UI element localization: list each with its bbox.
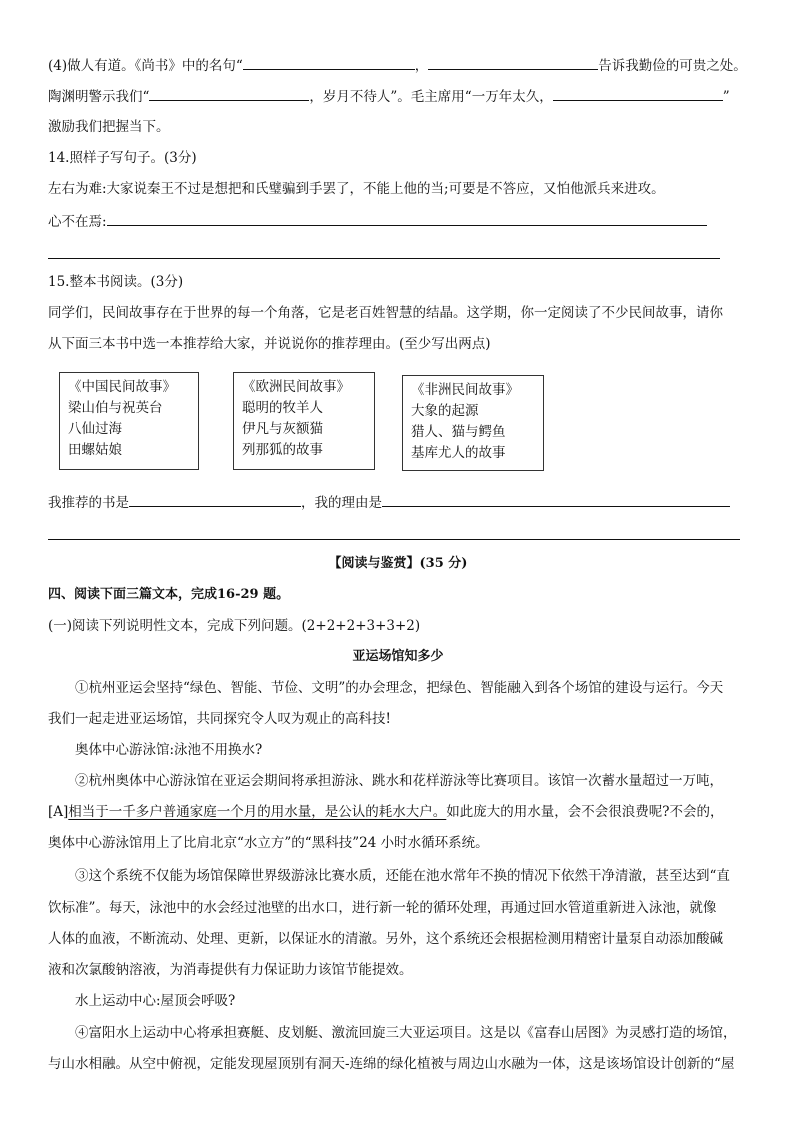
answer-blank[interactable] [243, 55, 415, 70]
story-item: 梁山伯与祝英台 [68, 400, 163, 416]
answer-blank[interactable] [129, 492, 301, 507]
underlined-sentence-a: 相当于一千多户普通家庭一个月的用水量，是公认的耗水大户。 [68, 804, 447, 820]
paragraph-4-line2: 与山水相融。从空中俯视，定能发现屋顶别有洞天-连绵的绿化植被与周边山水融为一体，这是该场馆设计创新的“屋 [48, 1056, 735, 1072]
paragraph-3-line3: 人体的血液，不断流动、处理、更新，以保证水的清澈。另外，这个系统还会根据检测用精密计量泵自动添加酸碱 [48, 931, 723, 947]
answer-blank[interactable] [553, 86, 723, 101]
sub-heading-water-sports: 水上运动中心:屋顶会呼吸? [75, 993, 236, 1009]
story-item: 大象的起源 [411, 403, 479, 419]
section-title: 【阅读与鉴赏】(35 分) [328, 556, 468, 571]
story-item: 八仙过海 [68, 421, 122, 437]
q13-part4-line3: 激励我们把握当下。 [48, 119, 170, 135]
q13-part4-line2: 陶渊明警示我们“ ，岁月不待人”。毛主席用“一万年太久， ” [48, 86, 730, 107]
q15-recommend-line: 我推荐的书是 ，我的理由是 [48, 492, 730, 513]
paragraph-1-line2: 我们一起走进亚运场馆，共同探究令人叹为观止的高科技! [48, 711, 391, 727]
paragraph-3-line1: ③这个系统不仅能为场馆保障世界级游泳比赛水质，还能在池水常年不换的情况下依然干净清澈，甚至达到“直 [75, 868, 730, 884]
paragraph-4-line1: ④富阳水上运动中心将承担赛艇、皮划艇、激流回旋三大亚运项目。这是以《富春山居图》为灵感打造的场馆， [75, 1025, 737, 1041]
sub-heading-swimming: 奥体中心游泳馆:泳池不用换水? [75, 742, 263, 758]
q15-heading: 15.整本书阅读。(3分) [48, 274, 184, 290]
q15-para-line2: 从下面三本书中选一本推荐给大家，并说说你的推荐理由。(至少写出两点) [48, 336, 491, 352]
paragraph-2-line1: ②杭州奥体中心游泳馆在亚运会期间将承担游泳、跳水和花样游泳等比赛项目。该馆一次蓄水量超过一万吨， [75, 773, 723, 789]
paragraph-2-line2: [A]相当于一千多户普通家庭一个月的用水量，是公认的耗水大户。如此庞大的用水量，会不会很浪费呢?不会的， [48, 804, 724, 820]
paragraph-2-line3: 奥体中心游泳馆用上了比肩北京“水立方”的“黑科技”24 小时水循环系统。 [48, 835, 489, 851]
q14-prompt-line: 心不在焉: [48, 211, 707, 232]
answer-blank[interactable] [428, 55, 598, 70]
article-title: 亚运场馆知多少 [352, 649, 444, 664]
q14-example: 左右为难:大家说秦王不过是想把和氏璧骗到手罢了，不能上他的当;可要是不答应，又怕他派兵来进攻。 [48, 181, 665, 197]
book-box-china [59, 372, 199, 470]
story-item: 聪明的牧羊人 [242, 400, 323, 416]
story-item: 伊凡与灰额猫 [242, 421, 323, 437]
story-item: 基库尤人的故事 [411, 445, 506, 461]
story-item: 列那狐的故事 [242, 442, 323, 458]
q13-part4-line1: (4)做人有道。《尚书》中的名句“ ， 告诉我勤俭的可贵之处。 [48, 55, 747, 76]
paragraph-3-line4: 液和次氯酸钠溶液，为消毒提供有力保证助力该馆节能提效。 [48, 962, 413, 978]
sub-section-1: (一)阅读下列说明性文本，完成下列问题。(2+2+2+3+3+2) [48, 618, 421, 634]
paragraph-1-line1: ①杭州亚运会坚持“绿色、智能、节俭、文明”的办会理念，把绿色、智能融入到各个场馆的建设与运行。今天 [75, 680, 724, 696]
answer-blank[interactable] [382, 492, 730, 507]
part4-heading: 四、阅读下面三篇文本，完成16-29 题。 [48, 587, 290, 602]
book-title: 《中国民间故事》 [68, 379, 176, 395]
story-item: 田螺姑娘 [68, 442, 122, 458]
answer-line[interactable] [48, 539, 740, 540]
story-item: 猎人、猫与鳄鱼 [411, 424, 506, 440]
book-title: 《非洲民间故事》 [411, 382, 519, 398]
book-box-africa [402, 375, 544, 471]
answer-blank[interactable] [107, 211, 707, 226]
answer-blank[interactable] [149, 86, 309, 101]
paragraph-3-line2: 饮标准”。每天，泳池中的水会经过池壁的出水口，进行新一轮的循环处理，再通过回水管道重新进入泳池，就像 [48, 900, 717, 916]
book-box-europe [233, 372, 375, 470]
q14-heading: 14.照样子写句子。(3分) [48, 150, 197, 166]
q15-para-line1: 同学们，民间故事存在于世界的每一个角落，它是老百姓智慧的结晶。这学期，你一定阅读了不少民间故事，请你 [48, 305, 723, 321]
answer-line[interactable] [48, 258, 720, 259]
book-title: 《欧洲民间故事》 [242, 379, 350, 395]
